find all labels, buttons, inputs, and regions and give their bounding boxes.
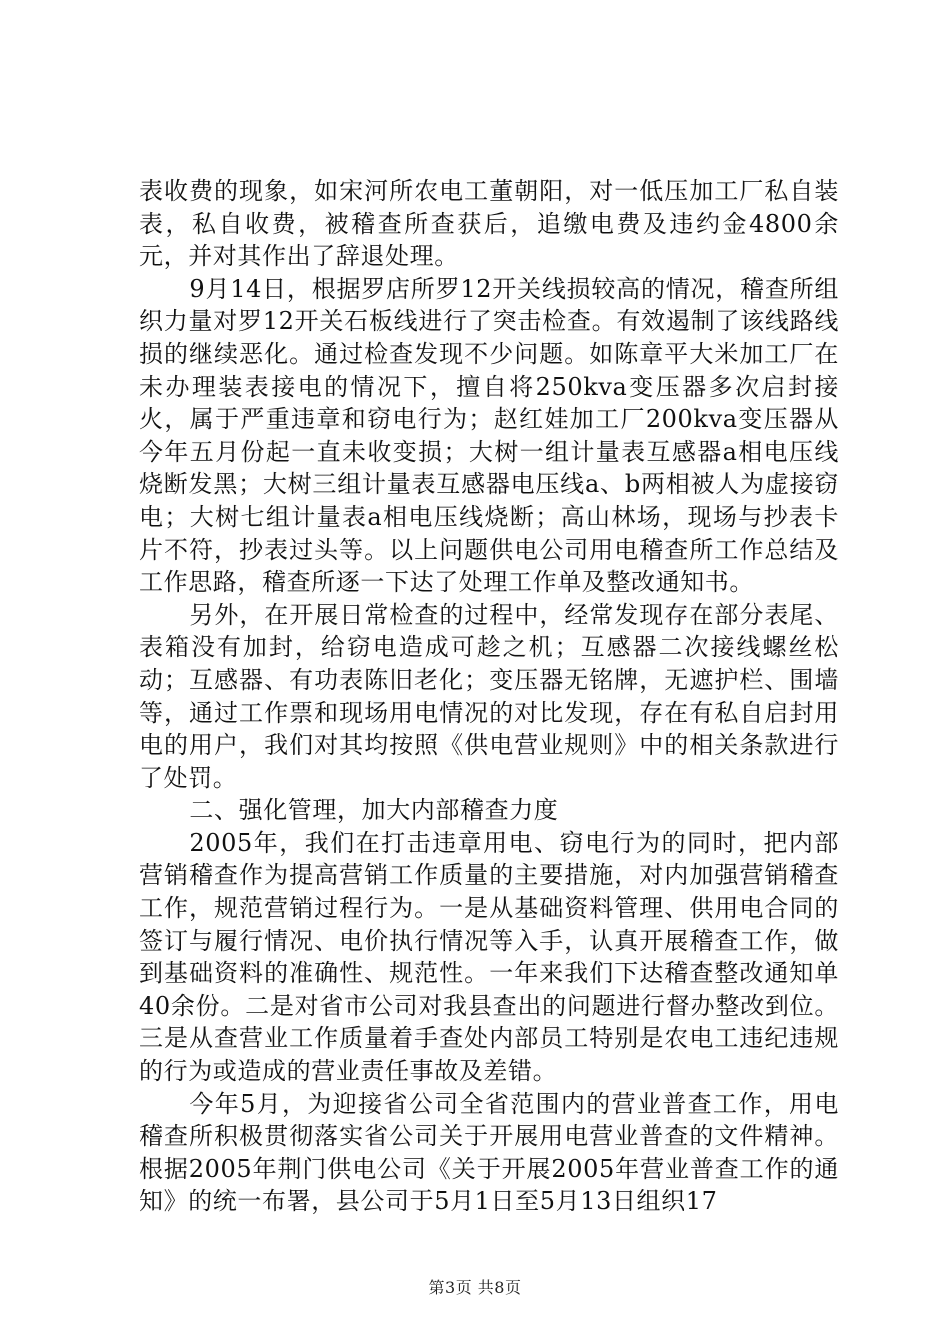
document-body: [139, 175, 839, 1218]
paragraph-may-survey: 今年5月，为迎接省公司全省范围内的营业普查工作，用电稽查所积极贯彻落实省公司关于开展用电营业普查的文件精神。根据2005年荆门供电公司《关于开展2005年营业普查工作的通知》的统一布署，县公司于5月1日至5月13日组织17: [139, 1089, 839, 1216]
paragraph-2005-audit: 2005年，我们在打击违章用电、窃电行为的同时，把内部营销稽查作为提高营销工作质量的主要措施，对内加强营销稽查工作，规范营销过程行为。一是从基础资料管理、供用电合同的签订与履行情况、电价执行情况等入手，认真开展稽查工作，做到基础资料的准确性、规范性。一年来我们下达稽查整改通知单40余份。二是对省市公司对我县查出的问题进行督办整改到位。三是从查营业工作质量着手查处内部员工特别是农电工违纪违规的行为或造成的营业责任事故及差错。: [139, 828, 839, 1086]
section-heading-internal-audit: 二、强化管理，加大内部稽查力度: [189, 796, 559, 825]
paragraph-sept-inspection: 9月14日，根据罗店所罗12开关线损较高的情况，稽查所组织力量对罗12开关石板线进行了突击检查。有效遏制了该线路线损的继续恶化。通过检查发现不少问题。如陈章平大米加工厂在未办理装表接电的情况下，擅自将250kva变压器多次启封接火，属于严重违章和窃电行为；赵红娃加工厂200kva变压器从今年五月份起一直未收变损；大树一组计量表互感器a相电压线烧断发黑；大树三组计量表互感器电压线a、b两相被人为虚接窃电；大树七组计量表a相电压线烧断；高山林场，现场与抄表卡片不符，抄表过头等。以上问题供电公司用电稽查所工作总结及工作思路，稽查所逐一下达了处理工作单及整改通知书。: [139, 274, 839, 597]
page-footer: 第3页 共8页: [428, 1278, 522, 1297]
paragraph-continuation: 表收费的现象，如宋河所农电工董朝阳，对一低压加工厂私自装表，私自收费，被稽查所查获后，追缴电费及违约金4800余元，并对其作出了辞退处理。: [139, 177, 839, 271]
paragraph-daily-inspection: 另外，在开展日常检查的过程中，经常发现存在部分表尾、表箱没有加封，给窃电造成可趁之机；互感器二次接线螺丝松动；互感器、有功表陈旧老化；变压器无铭牌，无遮护栏、围墙等，通过工作票和现场用电情况的对比发现，存在有私自启封用电的用户，我们对其均按照《供电营业规则》中的相关条款进行了处罚。: [139, 600, 839, 792]
